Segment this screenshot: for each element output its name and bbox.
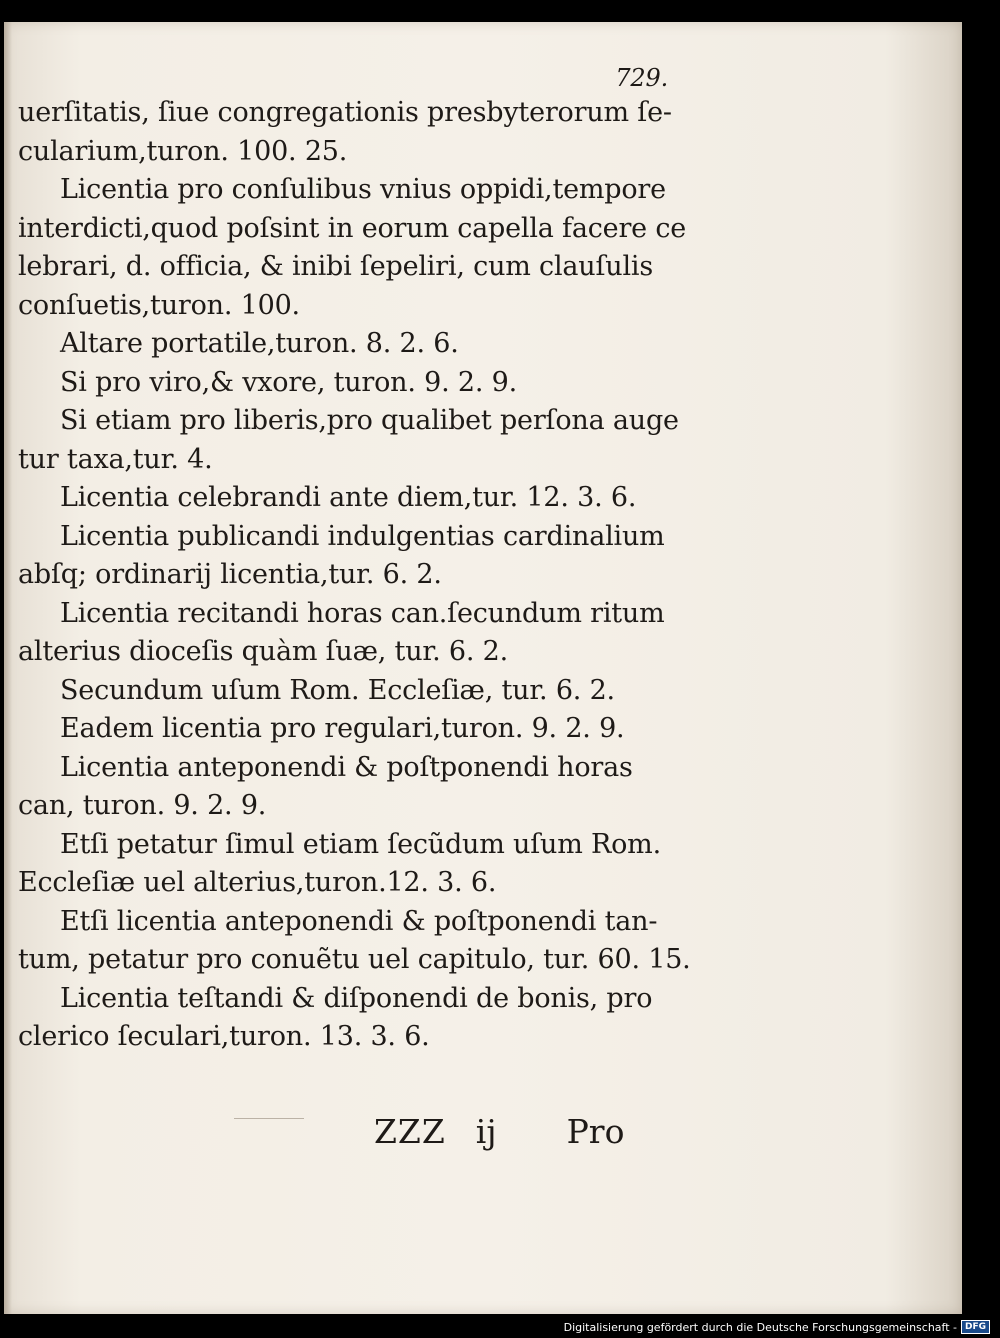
text-line: abſq; ordinarij licentia,tur. 6. 2. <box>18 559 442 590</box>
text-line: conſuetis,turon. 100. <box>18 289 300 321</box>
catchwords <box>374 1112 624 1151</box>
dfg-logo: DFG <box>961 1320 990 1334</box>
text-line: can, turon. 9. 2. 9. <box>18 790 267 821</box>
catchword: Pro <box>566 1112 625 1151</box>
text-line: uerſitatis, ſiue congregationis presbyterorum ſe- <box>18 97 672 128</box>
text-line: Etſi licentia anteponendi & poſtponendi tan- <box>60 905 658 937</box>
text-line: tum, petatur pro conuẽtu uel capitulo, tur. 60. 15. <box>18 944 691 975</box>
text-line: Altare portatile,turon. 8. 2. 6. <box>60 328 459 359</box>
text-line: clerico ſeculari,turon. 13. 3. 6. <box>18 1021 430 1052</box>
signature-mark: ZZZ <box>374 1112 446 1151</box>
text-line: lebrari, d. officia, & inibi ſepeliri, cum clauſulis <box>18 251 653 282</box>
text-line: Licentia pro conſulibus vnius oppidi,tempore <box>60 174 666 205</box>
text-line: Eccleſiæ uel alterius,turon.12. 3. 6. <box>18 867 497 898</box>
page-number: 729. <box>615 64 668 92</box>
text-line: Licentia anteponendi & poſtponendi horas <box>60 751 633 783</box>
text-line: tur taxa,tur. 4. <box>18 443 213 475</box>
text-line: Secundum uſum Rom. Eccleſiæ, tur. 6. 2. <box>60 674 615 706</box>
text-line: Licentia teſtandi & diſponendi de bonis, pro <box>60 982 653 1014</box>
text-line: Si etiam pro liberis,pro qualibet perſona auge <box>60 405 679 436</box>
digitization-footer <box>564 1320 990 1334</box>
text-lines <box>18 94 691 1057</box>
page-fold-shadow <box>4 22 12 1314</box>
text-line: interdicti,quod poſsint in eorum capella facere ce <box>18 212 687 244</box>
text-line: Licentia recitandi horas can.ſecundum ritum <box>60 597 665 629</box>
text-block <box>18 62 691 1057</box>
text-line: Si pro viro,& vxore, turon. 9. 2. 9. <box>60 366 517 398</box>
text-line: Eadem licentia pro regulari,turon. 9. 2. 9. <box>60 713 625 744</box>
footer-rule <box>234 1118 304 1119</box>
text-line: Etſi petatur ſimul etiam ſecũdum uſum Rom. <box>60 828 661 860</box>
footer-text: Digitalisierung gefördert durch die Deutsche Forschungsgemeinschaft - <box>563 1320 957 1334</box>
text-line: alterius dioceſis quàm ſuæ, tur. 6. 2. <box>18 636 509 667</box>
text-line: Licentia publicandi indulgentias cardinalium <box>60 520 665 552</box>
text-line: Licentia celebrandi ante diem,tur. 12. 3. 6. <box>60 482 637 513</box>
book-page <box>4 22 962 1314</box>
text-line: cularium,turon. 100. 25. <box>18 135 348 167</box>
signature-number: ij <box>475 1112 497 1151</box>
